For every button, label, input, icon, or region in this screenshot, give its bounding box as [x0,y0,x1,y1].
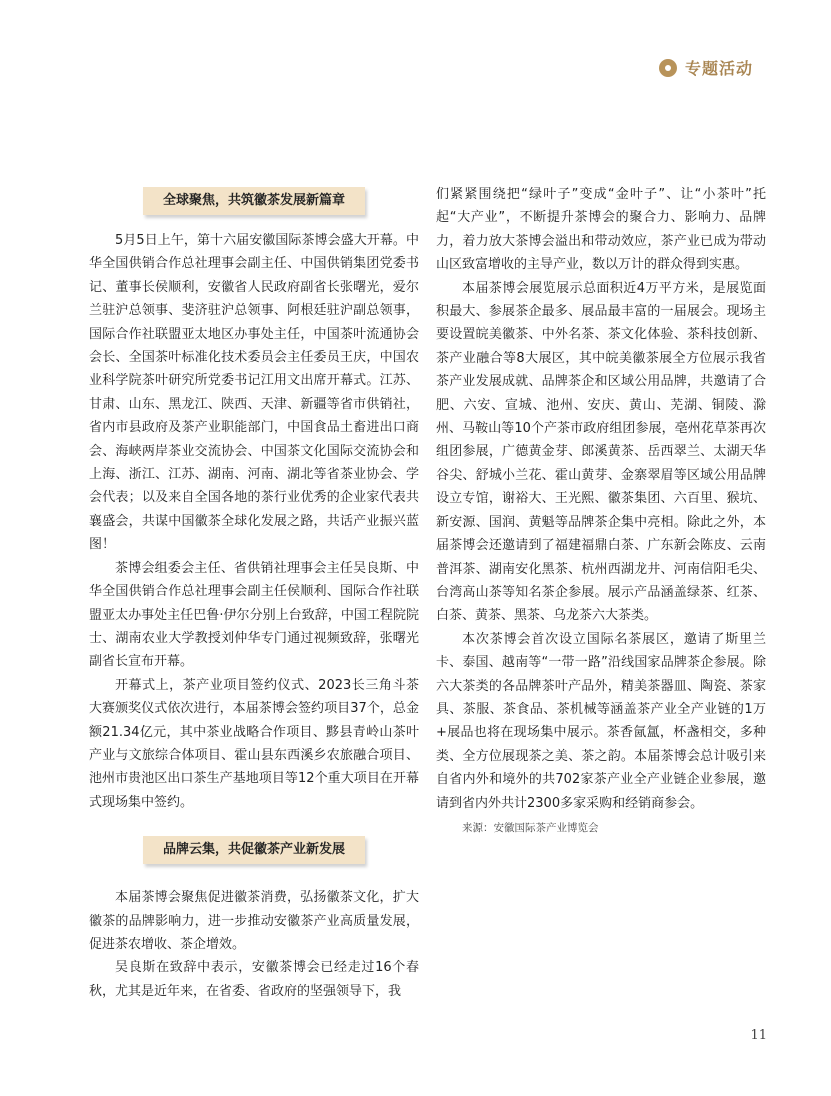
section-title: 专题活动 [684,59,753,78]
bullet-circle-icon [659,59,677,77]
page-number: 11 [750,1028,767,1043]
section-heading-2: 品牌云集，共促徽茶产业新发展 [143,836,365,864]
paragraph: 吴良斯在致辞中表示，安徽茶博会已经走过16个春秋，尤其是近年来，在省委、省政府的坚强领导下，我 [89,960,419,999]
section-heading-1: 全球聚焦，共筑徽茶发展新篇章 [143,187,365,215]
paragraph: 开幕式上，茶产业项目签约仪式、2023长三角斗茶大赛颁奖仪式依次进行，本届茶博会签约项目37个，总金额21.34亿元，其中茶业战略合作项目、黟县青岭山茶叶产业与文旅综合体项目、霍山县东西溪乡农旅融合项目、池州市贵池区出口茶生产基地项目等12个重大项目在开幕式现场集中签约。 [89,677,419,810]
paragraph: 本次茶博会首次设立国际名茶展区，邀请了斯里兰卡、泰国、越南等“一带一路”沿线国家品牌茶企参展。除六大茶类的各品牌茶叶产品外，精美茶器皿、陶瓷、茶家具、茶服、茶食品、茶机械等涵盖茶产业全产业链的1万+展品也将在现场集中展示。茶香氤氲，杯盏相交，多种类、全方位展现茶之美、茶之韵。本届茶博会总计吸引来自省内外和境外的共702家茶产业全产业链企业参展，邀请到省内外共计2300多家采购和经销商参会。 [436,631,766,811]
paragraph: 茶博会组委会主任、省供销社理事会主任吴良斯、中华全国供销合作总社理事会副主任侯顺利、国际合作社联盟亚太办事处主任巴鲁·伊尔分别上台致辞，中国工程院院士、湖南农业大学教授刘仲华专门通过视频致辞，张曙光副省长宣布开幕。 [89,560,419,670]
right-column [436,183,766,837]
left-column [89,187,419,1003]
paragraph: 们紧紧围绕把“绿叶子”变成“金叶子”、让“小茶叶”托起“大产业”，不断提升茶博会的聚合力、影响力、品牌力，着力放大茶博会溢出和带动效应，茶产业已成为带动山区致富增收的主导产业，数以万计的群众得到实惠。 [436,187,766,273]
paragraph: 本届茶博会聚焦促进徽茶消费，弘扬徽茶文化，扩大徽茶的品牌影响力，进一步推动安徽茶产业高质量发展，促进茶农增收、茶企增效。 [89,890,419,952]
section-header [659,56,753,79]
paragraph: 本届茶博会展览展示总面积近4万平方米，是展览面积最大、参展茶企最多、展品最丰富的一届展会。现场主要设置皖美徽茶、中外名茶、茶文化体验、茶科技创新、茶产业融合等8大展区，其中皖美徽茶展全方位展示我省茶产业发展成就、品牌茶企和区域公用品牌，共邀请了合肥、六安、宣城、池州、安庆、黄山、芜湖、铜陵、滁州、马鞍山等10个产茶市政府组团参展，亳州花草茶再次组团参展，广德黄金芽、郎溪黄茶、岳西翠兰、太湖天华谷尖、舒城小兰花、霍山黄芽、金寨翠眉等区域公用品牌设立专馆，谢裕大、王光熙、徽茶集团、六百里、猴坑、新安源、国润、黄魁等品牌茶企集中亮相。除此之外，本届茶博会还邀请到了福建福鼎白茶、广东新会陈皮、云南普洱茶、湖南安化黑茶、杭州西湖龙井、河南信阳毛尖、台湾高山茶等知名茶企参展。展示产品涵盖绿茶、红茶、白茶、黄茶、黑茶、乌龙茶六大茶类。 [436,280,766,624]
source-note: 来源：安徽国际茶产业博览会 [462,821,599,834]
paragraph: 5月5日上午，第十六届安徽国际茶博会盛大开幕。中华全国供销合作总社理事会副主任、中国供销集团党委书记、董事长侯顺利，安徽省人民政府副省长张曙光，爱尔兰驻沪总领事、斐济驻沪总领事、阿根廷驻沪副总领事，国际合作社联盟亚太地区办事处主任，中国茶叶流通协会会长、全国茶叶标准化技术委员会主任委员王庆，中国农业科学院茶叶研究所党委书记江用文出席开幕式。江苏、甘肃、山东、黑龙江、陕西、天津、新疆等省市供销社，省内市县政府及茶产业职能部门，中国食品土畜进出口商会、海峡两岸茶业交流协会、中国茶文化国际交流协会和上海、浙江、江苏、湖南、河南、湖北等省茶业协会、学会代表；以及来自全国各地的茶行业优秀的企业家代表共襄盛会，共谋中国徽茶全球化发展之路，共话产业振兴蓝图！ [89,233,419,553]
